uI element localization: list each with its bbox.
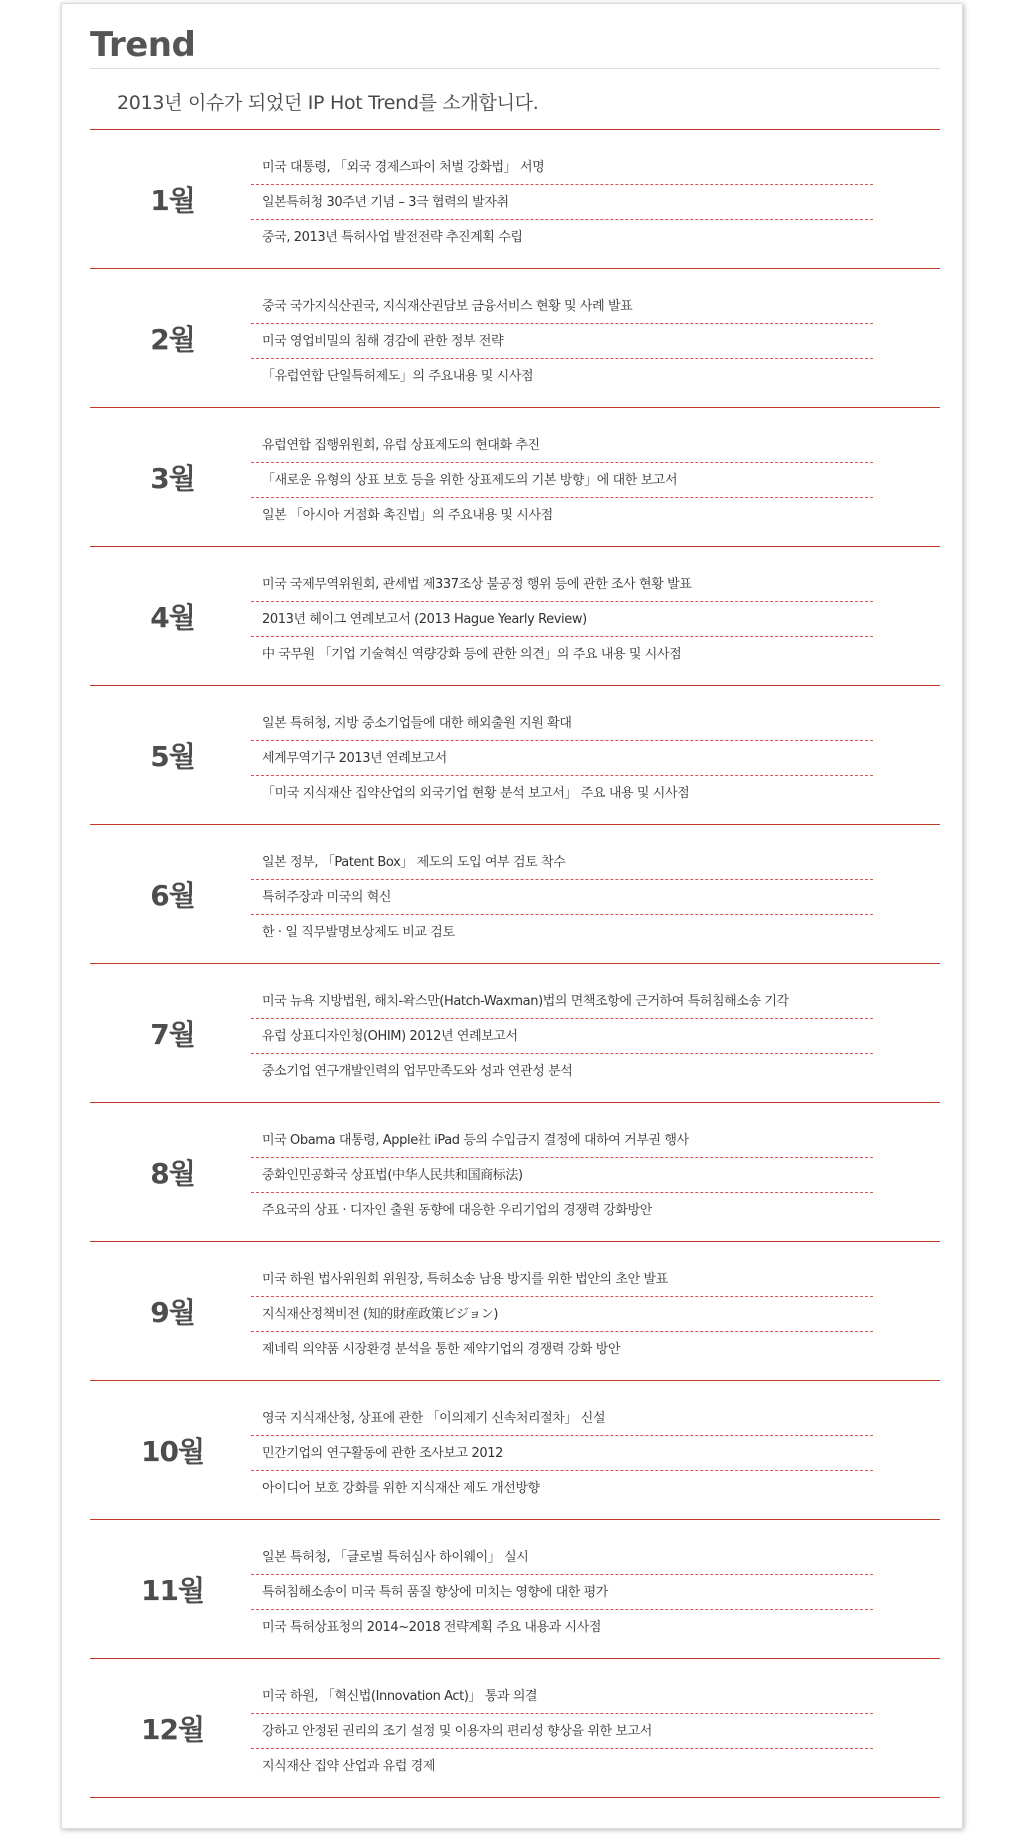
trend-item[interactable]: 미국 국제무역위원회, 관세법 제337조상 불공정 행위 등에 관한 조사 현황 발표 bbox=[251, 567, 873, 602]
trend-item[interactable]: 중국, 2013년 특허사업 발전전략 추진계획 수립 bbox=[262, 230, 523, 245]
trend-item[interactable]: 특허주장과 미국의 혁신 bbox=[251, 880, 873, 915]
trend-item[interactable]: 영국 지식재산청, 상표에 관한 「이의제기 신속처리절차」 신설 bbox=[251, 1401, 873, 1436]
month-label: 2월 bbox=[150, 323, 195, 356]
month-label: 3월 bbox=[150, 462, 195, 495]
month-item-list bbox=[251, 567, 873, 672]
trend-item[interactable]: 일본특허청 30주년 기념 – 3극 협력의 발자취 bbox=[251, 185, 873, 220]
month-section bbox=[90, 1381, 940, 1520]
trend-item[interactable]: 중국 국가지식산권국, 지식재산권담보 금융서비스 현황 및 사례 발표 bbox=[251, 289, 873, 324]
month-label: 11월 bbox=[140, 1574, 204, 1607]
trend-item[interactable]: 특허침해소송이 미국 특허 품질 향상에 미치는 영향에 대한 평가 bbox=[251, 1575, 873, 1610]
title-divider bbox=[90, 68, 940, 69]
trend-item[interactable]: 中 국무원 「기업 기술혁신 역량강화 등에 관한 의견」의 주요 내용 및 시사점 bbox=[262, 647, 682, 662]
month-section bbox=[90, 1103, 940, 1242]
trend-item[interactable]: 「유럽연합 단일특허제도」의 주요내용 및 시사점 bbox=[262, 369, 534, 384]
month-item-list bbox=[251, 1540, 873, 1645]
month-label: 10월 bbox=[140, 1435, 204, 1468]
trend-item[interactable]: 2013년 헤이그 연례보고서 (2013 Hague Yearly Review) bbox=[251, 602, 873, 637]
trend-item[interactable]: 일본 「아시아 거점화 촉진법」의 주요내용 및 시사점 bbox=[262, 508, 553, 523]
trend-item[interactable]: 중화인민공화국 상표법(中华人民共和国商标法) bbox=[251, 1158, 873, 1193]
month-section bbox=[90, 964, 940, 1103]
month-section bbox=[90, 130, 940, 269]
month-section bbox=[90, 825, 940, 964]
month-section bbox=[90, 1659, 940, 1798]
trend-item[interactable]: 미국 뉴욕 지방법원, 해치-왁스만(Hatch-Waxman)법의 면책조항에 근거하여 특허침해소송 기각 bbox=[251, 984, 873, 1019]
month-section bbox=[90, 408, 940, 547]
trend-item[interactable]: 일본 특허청, 지방 중소기업들에 대한 해외출원 지원 확대 bbox=[251, 706, 873, 741]
trend-item[interactable]: 주요국의 상표 · 디자인 출원 동향에 대응한 우리기업의 경쟁력 강화방안 bbox=[262, 1203, 652, 1218]
month-section bbox=[90, 1520, 940, 1659]
month-section bbox=[90, 269, 940, 408]
trend-item[interactable]: 제네릭 의약품 시장환경 분석을 통한 제약기업의 경쟁력 강화 방안 bbox=[262, 1342, 621, 1357]
trend-item[interactable]: 미국 대통령, 「외국 경제스파이 처벌 강화법」 서명 bbox=[251, 150, 873, 185]
page-subtitle: 2013년 이슈가 되었던 IP Hot Trend를 소개합니다. bbox=[117, 92, 539, 114]
trend-item[interactable]: 강하고 안정된 권리의 조기 설정 및 이용자의 편리성 향상을 위한 보고서 bbox=[251, 1714, 873, 1749]
trend-item[interactable]: 유럽 상표디자인청(OHIM) 2012년 연례보고서 bbox=[251, 1019, 873, 1054]
trend-item[interactable]: 한 · 일 직무발명보상제도 비교 검토 bbox=[262, 925, 455, 940]
month-section bbox=[90, 1242, 940, 1381]
trend-item[interactable]: 유럽연합 집행위원회, 유럽 상표제도의 현대화 추진 bbox=[251, 428, 873, 463]
trend-item[interactable]: 「미국 지식재산 집약산업의 외국기업 현황 분석 보고서」 주요 내용 및 시사점 bbox=[262, 786, 690, 801]
month-item-list bbox=[251, 428, 873, 533]
month-label: 4월 bbox=[150, 601, 195, 634]
trend-item[interactable]: 세계무역기구 2013년 연례보고서 bbox=[251, 741, 873, 776]
month-label: 5월 bbox=[150, 740, 195, 773]
trend-item[interactable]: 지식재산정책비전 (知的財産政策ビジョン) bbox=[251, 1297, 873, 1332]
month-item-list bbox=[251, 1123, 873, 1228]
trend-item[interactable]: 지식재산 집약 산업과 유럽 경제 bbox=[262, 1759, 435, 1774]
month-label: 1월 bbox=[150, 184, 195, 217]
page-title: Trend bbox=[90, 25, 196, 65]
month-section bbox=[90, 547, 940, 686]
month-label: 8월 bbox=[150, 1157, 195, 1190]
trend-item[interactable]: 민간기업의 연구활동에 관한 조사보고 2012 bbox=[251, 1436, 873, 1471]
trend-item[interactable]: 미국 영업비밀의 침해 경감에 관한 정부 전략 bbox=[251, 324, 873, 359]
month-label: 7월 bbox=[150, 1018, 195, 1051]
trend-item[interactable]: 일본 정부, 「Patent Box」 제도의 도입 여부 검토 착수 bbox=[251, 845, 873, 880]
month-label: 6월 bbox=[150, 879, 195, 912]
trend-item[interactable]: 미국 특허상표청의 2014~2018 전략계획 주요 내용과 시사점 bbox=[262, 1620, 602, 1635]
trend-item[interactable]: 일본 특허청, 「글로벌 특허심사 하이웨이」 실시 bbox=[251, 1540, 873, 1575]
month-item-list bbox=[251, 1262, 873, 1367]
trend-item[interactable]: 미국 하원, 「혁신법(Innovation Act)」 통과 의결 bbox=[251, 1679, 873, 1714]
month-label: 12월 bbox=[140, 1713, 204, 1746]
month-label: 9월 bbox=[150, 1296, 195, 1329]
trend-panel bbox=[61, 3, 963, 1829]
month-list bbox=[90, 129, 940, 1798]
month-item-list bbox=[251, 289, 873, 394]
trend-item[interactable]: 아이디어 보호 강화를 위한 지식재산 제도 개선방향 bbox=[262, 1481, 540, 1496]
trend-item[interactable]: 미국 Obama 대통령, Apple社 iPad 등의 수입금지 결정에 대하여 거부권 행사 bbox=[251, 1123, 873, 1158]
month-section bbox=[90, 686, 940, 825]
month-item-list bbox=[251, 150, 873, 255]
month-item-list bbox=[251, 984, 873, 1089]
month-item-list bbox=[251, 1679, 873, 1784]
month-item-list bbox=[251, 845, 873, 950]
trend-item[interactable]: 「새로운 유형의 상표 보호 등을 위한 상표제도의 기본 방향」에 대한 보고서 bbox=[251, 463, 873, 498]
month-item-list bbox=[251, 706, 873, 811]
trend-item[interactable]: 중소기업 연구개발인력의 업무만족도와 성과 연관성 분석 bbox=[262, 1064, 573, 1079]
month-item-list bbox=[251, 1401, 873, 1506]
trend-item[interactable]: 미국 하원 법사위원회 위원장, 특허소송 남용 방지를 위한 법안의 초안 발표 bbox=[251, 1262, 873, 1297]
